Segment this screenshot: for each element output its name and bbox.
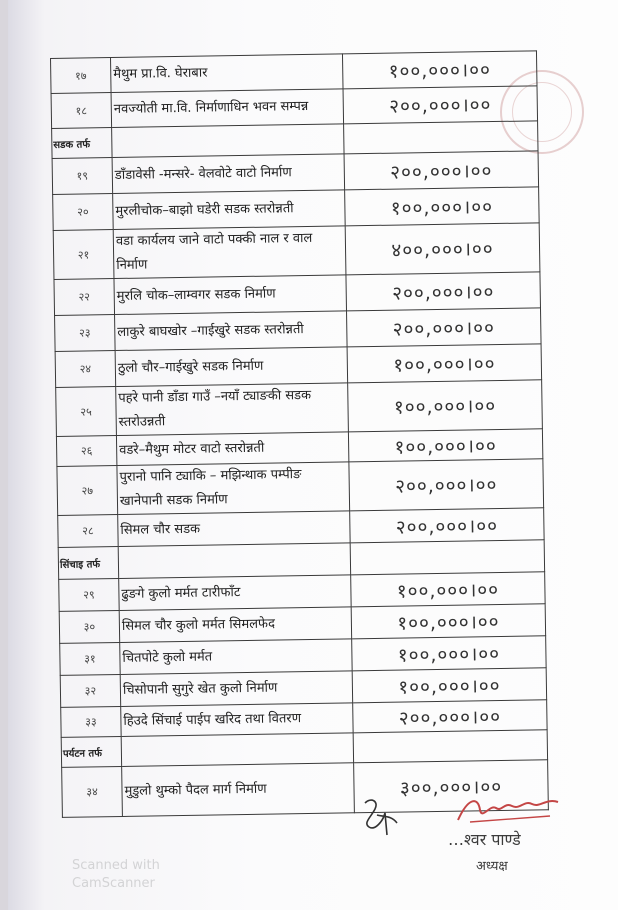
- project-name: चिसोपानी सुगुरे खेत कुलो निर्माण: [120, 671, 352, 707]
- project-name: वडा कार्यलय जाने वाटो पक्की नाल र वाल निर्माण: [113, 226, 346, 279]
- scanner-watermark-line1: Scanned with: [72, 858, 160, 873]
- budget-table-body: [51, 51, 549, 818]
- serial-number: २५: [56, 387, 117, 437]
- serial-number: ३१: [60, 642, 120, 675]
- project-name: मुरलि चोक–लाम्वगर सडक निर्माण: [114, 275, 347, 315]
- empty-cell: [118, 543, 350, 579]
- serial-number: २२: [54, 279, 115, 316]
- serial-number: २३: [55, 315, 116, 352]
- project-name: चितपोटे कुलो मर्मत: [120, 639, 352, 675]
- project-name: वडरे–मैथुम मोटर वाटो स्तरोन्नती: [116, 432, 348, 466]
- serial-number: ३२: [60, 674, 120, 707]
- serial-number: ३०: [59, 610, 119, 643]
- budget-amount: १००,०००।००: [351, 604, 545, 639]
- budget-amount: १००,०००।००: [342, 51, 537, 89]
- project-name: ठुलो चौर–गाईखुरे सडक निर्माण: [115, 347, 348, 387]
- budget-amount: १००,०००।००: [345, 187, 540, 226]
- serial-number: २४: [55, 351, 116, 388]
- empty-cell: [353, 730, 547, 763]
- budget-amount: २००,०००।००: [349, 459, 544, 511]
- budget-amount: २००,०००।००: [346, 272, 541, 311]
- project-name: मैथुम प्रा.वि. घेराबार: [111, 54, 344, 93]
- budget-amount: १००,०००।००: [352, 668, 546, 703]
- empty-cell: [344, 121, 538, 154]
- budget-amount: ३००,०००।००: [354, 760, 549, 813]
- section-label: सिंचाइ तर्फ: [58, 546, 118, 579]
- project-name: पहरे पानी डाँडा गाउँ –नयाँ ट्याङकी सडक स्तरोउन्नती: [116, 383, 349, 436]
- serial-number: २०: [53, 194, 114, 231]
- budget-amount: १००,०००।००: [351, 572, 545, 607]
- project-name: सिमल चौर कुलो मर्मत सिमलफेद: [119, 607, 351, 643]
- serial-number: २९: [59, 578, 119, 611]
- budget-amount: २००,०००।००: [344, 151, 539, 190]
- budget-amount: २००,०००।००: [343, 86, 538, 124]
- budget-amount: १००,०००।००: [347, 344, 542, 383]
- empty-cell: [350, 540, 544, 575]
- serial-number: २८: [58, 514, 118, 547]
- empty-cell: [121, 733, 353, 767]
- serial-number: २१: [53, 230, 114, 280]
- serial-number: १८: [51, 93, 112, 129]
- project-name: पुरानो पानि ट्याकि – मझिन्थाक पम्पीङ खानेपानी सडक निर्माण: [117, 462, 350, 515]
- signature-member: [355, 795, 405, 840]
- budget-amount: १००,०००।००: [352, 636, 546, 671]
- project-name: मुरलीचोक–बाझो घडेरी सडक स्तरोन्नती: [113, 190, 346, 230]
- serial-number: १७: [51, 58, 112, 94]
- budget-amount: २००,०००।००: [353, 700, 547, 733]
- signature-chair: [450, 790, 565, 828]
- budget-table: [50, 50, 549, 818]
- project-name: सिमल चौर सडक: [118, 511, 350, 547]
- chair-name: …श्वर पाण्डे: [448, 830, 521, 849]
- serial-number: २७: [57, 465, 118, 515]
- project-name: नवज्योती मा.वि. निर्माणाधिन भवन सम्पन्न: [111, 89, 344, 128]
- budget-amount: २००,०००।००: [347, 308, 542, 347]
- budget-amount: २००,०००।००: [350, 508, 544, 543]
- budget-amount: १००,०००।००: [348, 380, 543, 432]
- table-row: [57, 459, 544, 516]
- empty-cell: [112, 124, 344, 158]
- serial-number: १९: [52, 158, 113, 195]
- project-name: लाकुरे बाघखोर –गाईखुरे सडक स्तरोन्नती: [115, 311, 348, 351]
- section-label: सडक तर्फ: [52, 128, 112, 159]
- budget-amount: ४००,०००।००: [345, 223, 540, 275]
- project-name: मुडुलो थुम्को पैदल मार्ग निर्माण: [122, 763, 355, 817]
- project-name: ढुङगे कुलो मर्मत टारीफाँट: [119, 575, 351, 611]
- budget-table-wrapper: [50, 50, 548, 818]
- scanner-watermark-line2: CamScanner: [72, 876, 155, 891]
- table-row: [56, 380, 543, 437]
- serial-number: ३४: [62, 766, 123, 817]
- table-row: [53, 223, 540, 280]
- project-name: हिउदे सिंचाई पाईप खरिद तथा वितरण: [121, 703, 353, 737]
- serial-number: २६: [56, 436, 116, 467]
- serial-number: ३३: [61, 706, 121, 737]
- budget-amount: १००,०००।००: [348, 429, 542, 462]
- chair-title: अध्यक्ष: [476, 859, 508, 874]
- section-label: पर्यटन तर्फ: [61, 736, 121, 767]
- project-name: डाँडावेसी -मन्सरे- वेलवोटे वाटो निर्माण: [112, 154, 345, 194]
